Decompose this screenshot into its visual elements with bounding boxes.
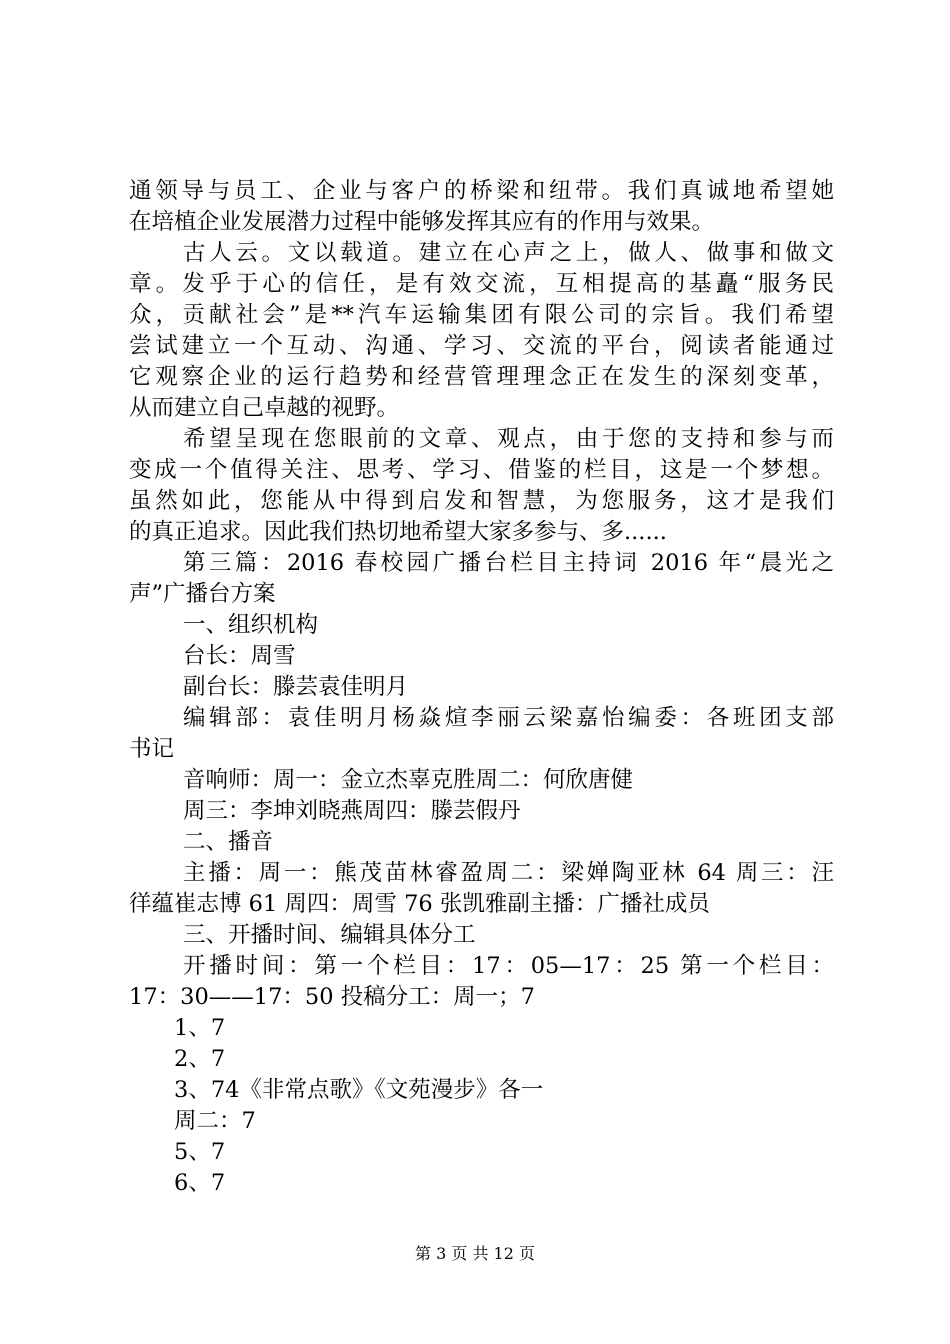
text-line: 音响师：周一：金立杰辜克胜周二：何欣唐健 [183, 767, 634, 793]
text-line: 台长：周雪 [183, 643, 296, 669]
text-line: 众，贡献社会”是**汽车运输集团有限公司的宗旨。我们希望 [129, 302, 834, 328]
text-line: 章。发乎于心的信任，是有效交流，互相提高的基矗“服务民 [129, 271, 834, 297]
text-line: 周三：李坤刘晓燕周四：滕芸假丹 [183, 798, 521, 824]
text-line: 声”广播台方案 [129, 581, 276, 607]
text-line: 它观察企业的运行趋势和经营管理理念正在发生的深刻变革， [129, 364, 834, 390]
text-line: 从而建立自己卓越的视野。 [129, 395, 400, 421]
section-heading-line: 第三篇：2016 春校园广播台栏目主持词 2016 年“晨光之 [183, 550, 834, 576]
paragraph-first-line: 古人云。文以载道。建立在心声之上，做人、做事和做文 [183, 240, 834, 266]
text-line: 主播：周一：熊茂苗林睿盈周二：梁婵陶亚林 64 周三：汪 [183, 860, 834, 886]
list-item: 6、7 [174, 1170, 226, 1196]
text-line: 书记 [129, 736, 175, 762]
section-heading: 二、播音 [183, 829, 274, 855]
text-line: 在培植企业发展潜力过程中能够发挥其应有的作用与效果。 [129, 209, 715, 235]
list-item: 周二：7 [174, 1108, 256, 1134]
text-line: 副台长：滕芸袁佳明月 [183, 674, 409, 700]
text-line: 虽然如此，您能从中得到启发和智慧，为您服务，这才是我们 [129, 488, 834, 514]
text-line: 尝试建立一个互动、沟通、学习、交流的平台，阅读者能通过 [129, 333, 834, 359]
section-heading: 三、开播时间、编辑具体分工 [183, 922, 476, 948]
document-body [129, 176, 834, 1199]
text-line: 开播时间：第一个栏目：17：05—17：25 第一个栏目： [183, 953, 834, 979]
page-number: 第 3 页 共 12 页 [415, 1244, 535, 1263]
text-line: 编辑部：袁佳明月杨焱煊李丽云梁嘉怡编委：各班团支部 [183, 705, 834, 731]
paragraph-first-line: 希望呈现在您眼前的文章、观点，由于您的支持和参与而 [183, 426, 834, 452]
list-item: 2、7 [174, 1046, 226, 1072]
text-line: 徉蕴崔志博 61 周四：周雪 76 张凯雅副主播：广播社成员 [129, 891, 710, 917]
list-item: 5、7 [174, 1139, 226, 1165]
list-item: 1、7 [174, 1015, 226, 1041]
text-line: 变成一个值得关注、思考、学习、借鉴的栏目，这是一个梦想。 [129, 457, 834, 483]
text-line: 17：30——17：50 投稿分工：周一；7 [129, 984, 535, 1010]
section-heading: 一、组织机构 [183, 612, 319, 638]
text-line: 的真正追求。因此我们热切地希望大家多参与、多...... [129, 519, 667, 545]
text-line: 通领导与员工、企业与客户的桥梁和纽带。我们真诚地希望她 [129, 178, 834, 204]
page-footer [0, 1244, 950, 1264]
list-item: 3、74《非常点歌》《文苑漫步》各一 [174, 1077, 544, 1103]
